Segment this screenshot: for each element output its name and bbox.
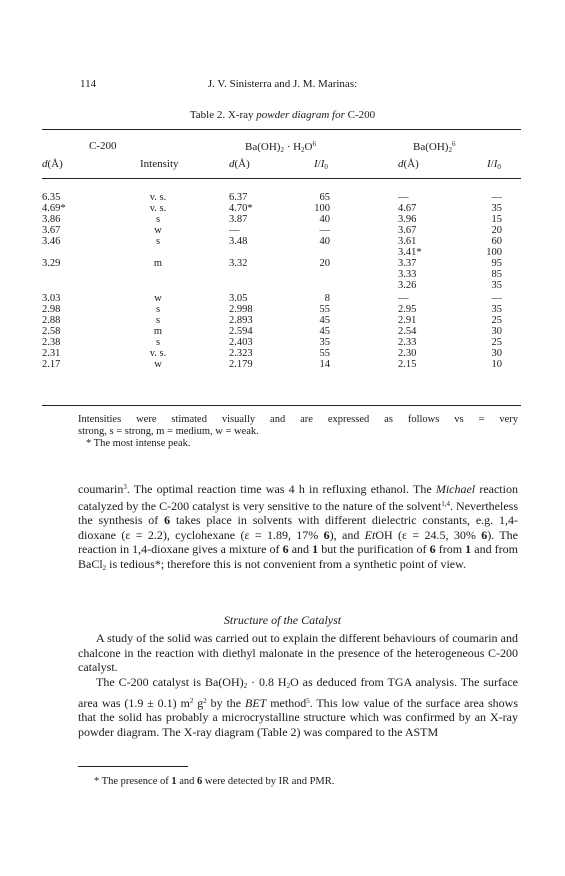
cell-intensity: s xyxy=(155,304,161,315)
cell-d-hydrate: 2.893 xyxy=(229,315,253,326)
column-header-d2 xyxy=(229,158,250,170)
cell-ratio-anhydrous: 30 xyxy=(491,348,502,359)
table-row xyxy=(0,236,565,247)
paragraph-1-segment: reaction catalyzed by the C-200 catalyst is very sensitive to the nature of the solvent xyxy=(78,482,518,513)
paragraph-1-segment: 6 xyxy=(481,527,488,542)
group-header-baoh-h2o xyxy=(245,140,316,154)
table-title xyxy=(0,109,565,121)
paragraph-1-segment: . Nevertheless the synthesis of xyxy=(78,498,518,528)
table-row xyxy=(0,337,565,348)
cell-d: 2.98 xyxy=(42,304,61,315)
cell-ratio-hydrate: 100 xyxy=(314,203,330,214)
cell-intensity: w xyxy=(154,225,162,236)
group-header-baoh-h2o-sub2: 2 xyxy=(301,146,305,154)
page-header xyxy=(0,78,565,92)
paragraph-1-segment: Et xyxy=(364,527,376,542)
column-header-ratio-i: I xyxy=(314,158,318,170)
paragraph-3-segment: 5 xyxy=(306,696,310,705)
column-header-intensity: Intensity xyxy=(140,158,179,170)
column-header-ratio xyxy=(314,158,328,171)
table-row xyxy=(0,280,565,291)
paragraph-1-segment: from xyxy=(435,542,466,557)
cell-ratio-anhydrous: 35 xyxy=(491,304,502,315)
cell-ratio-anhydrous: 95 xyxy=(491,258,502,269)
paragraph-1-segment: 6 xyxy=(282,542,289,557)
table-row xyxy=(0,269,565,280)
paragraph-1-segment: 1,4 xyxy=(441,499,450,508)
cell-d-anhydrous: 3.67 xyxy=(398,225,417,236)
group-header-baoh-h2o-text: Ba(OH) xyxy=(245,141,281,153)
cell-ratio-hydrate: 20 xyxy=(319,258,330,269)
cell-d-hydrate: 4.70* xyxy=(229,203,253,214)
group-header-baoh-h2o-mid: · H xyxy=(283,141,302,153)
column-header-ratio2-slash: / xyxy=(490,158,494,170)
group-header-baoh xyxy=(413,140,455,154)
cell-d: 2.38 xyxy=(42,337,61,348)
cell-d-hydrate: 3.05 xyxy=(229,293,248,304)
cell-intensity: m xyxy=(153,258,163,269)
cell-ratio-hydrate: 35 xyxy=(319,337,330,348)
page-number: 114 xyxy=(80,78,97,90)
cell-ratio-hydrate: 65 xyxy=(319,192,330,203)
cell-ratio-hydrate: 40 xyxy=(319,236,330,247)
cell-d: 4.69* xyxy=(42,203,66,214)
cell-intensity: v. s. xyxy=(149,348,167,359)
section-heading: Structure of the Catalyst xyxy=(223,613,342,627)
column-header-ratio2-i: I xyxy=(487,158,491,170)
paragraph-1-segment: Michael xyxy=(435,482,476,496)
cell-d-hydrate: 3.87 xyxy=(229,214,248,225)
group-header-baoh-h2o-sup: 6 xyxy=(312,140,316,148)
running-title: J. V. Sinisterra and J. M. Marinas: xyxy=(207,78,358,90)
table-note xyxy=(78,414,518,450)
cell-d: 3.46 xyxy=(42,236,61,247)
column-header-ratio2-sub: 0 xyxy=(497,163,501,171)
cell-d-anhydrous: 4.67 xyxy=(398,203,417,214)
cell-d-anhydrous: 3.41* xyxy=(398,247,422,258)
column-header-d-unit: (Å) xyxy=(47,158,63,170)
cell-intensity: s xyxy=(155,236,161,247)
table-header-rule xyxy=(42,178,521,179)
cell-d: 3.29 xyxy=(42,258,61,269)
cell-d-anhydrous: 2.91 xyxy=(398,315,417,326)
cell-d-anhydrous: 3.96 xyxy=(398,214,417,225)
table-row xyxy=(0,214,565,225)
footnote-rule xyxy=(78,766,188,767)
column-header-d3-symbol: d xyxy=(398,158,404,170)
paragraph-3-segment: 2 xyxy=(203,696,207,705)
cell-ratio-anhydrous: 85 xyxy=(491,269,502,280)
cell-ratio-anhydrous: 25 xyxy=(491,315,502,326)
cell-d-anhydrous: 2.54 xyxy=(398,326,417,337)
group-header-c200: C-200 xyxy=(89,140,117,152)
paragraph-1-segment: takes place in solvents with different dielectric constants, e.g. 1,4-dioxane (ε = 2.2), cyclohexane (ε = 1.89, 17% xyxy=(78,513,518,542)
cell-intensity: w xyxy=(154,359,162,370)
paragraph-1-segment: and xyxy=(288,542,313,557)
paragraph-3-segment: g xyxy=(193,695,204,710)
cell-ratio-hydrate: 45 xyxy=(319,315,330,326)
cell-ratio-anhydrous: 30 xyxy=(491,326,502,337)
cell-ratio-anhydrous: 25 xyxy=(491,337,502,348)
cell-ratio-anhydrous: 100 xyxy=(486,247,502,258)
paragraph-3-segment: 2 xyxy=(243,682,248,690)
cell-d-hydrate: 3.32 xyxy=(229,258,248,269)
cell-ratio-anhydrous: — xyxy=(491,293,502,304)
paragraph-3-segment: by the xyxy=(206,695,245,710)
table-title-suffix: C-200 xyxy=(344,109,376,121)
cell-d-hydrate: — xyxy=(229,225,240,236)
paragraph-1-segment: . The optimal reaction time was 4 h in refluxing ethanol. The xyxy=(126,482,436,496)
paragraph-3-segment: O as deduced from TGA analysis. The surface area was (1.9 ± 0.1) m xyxy=(78,675,518,710)
footnote-mid: and xyxy=(176,776,198,787)
cell-d: 3.86 xyxy=(42,214,61,225)
group-header-baoh-sup: 6 xyxy=(451,140,456,148)
cell-d-anhydrous: 3.37 xyxy=(398,258,417,269)
table-row xyxy=(0,348,565,359)
cell-d: 2.31 xyxy=(42,348,61,359)
cell-ratio-anhydrous: 15 xyxy=(491,214,502,225)
cell-ratio-hydrate: — xyxy=(319,225,330,236)
cell-d-hydrate: 2.323 xyxy=(229,348,253,359)
table-row xyxy=(0,293,565,304)
paragraph-1-segment: ), and xyxy=(329,527,365,542)
paragraph-3-segment: method xyxy=(266,695,307,710)
cell-d-anhydrous: 2.33 xyxy=(398,337,417,348)
paragraph-1-segment: 6 xyxy=(429,542,436,557)
footnote-bold-2: 6 xyxy=(197,776,203,787)
group-header-baoh-h2o-sub: 2 xyxy=(280,146,284,154)
cell-d-anhydrous: 2.95 xyxy=(398,304,417,315)
paragraph-1-segment: OH (ε = 24.5, 30% xyxy=(375,527,482,542)
paragraph-1-segment: 1 xyxy=(312,542,319,557)
cell-d-anhydrous: 2.15 xyxy=(398,359,417,370)
table-row xyxy=(0,192,565,203)
paragraph-3-segment: · 0.8 H xyxy=(247,675,287,689)
column-header-ratio-i0: I xyxy=(320,158,325,170)
cell-d: 2.88 xyxy=(42,315,61,326)
table-title-italic: powder diagram for xyxy=(256,109,345,121)
column-header-d2-symbol: d xyxy=(229,158,235,170)
cell-d-anhydrous: — xyxy=(398,192,409,203)
cell-ratio-anhydrous: 10 xyxy=(491,359,502,370)
table-row xyxy=(0,203,565,214)
cell-d-hydrate: 2.179 xyxy=(229,359,253,370)
paragraph-3-segment: . This low value of the surface area shows that the solid has probably a microcrystalline structure which was confirmed by an X-ray powder diagram. The X-ray diagram (Table 2) was compared to the ASTM xyxy=(78,695,518,739)
cell-ratio-anhydrous: 20 xyxy=(491,225,502,236)
cell-d: 3.67 xyxy=(42,225,61,236)
paragraph-3-segment: 2 xyxy=(189,696,194,705)
table-note-line1: Intensities were stimated visually and are expressed as follows vs = very xyxy=(78,414,518,425)
cell-ratio-hydrate: 40 xyxy=(319,214,330,225)
cell-ratio-anhydrous: 60 xyxy=(491,236,502,247)
cell-d: 2.58 xyxy=(42,326,61,337)
paragraph-3-segment: The C-200 catalyst is Ba(OH) xyxy=(96,675,244,689)
table-row xyxy=(0,247,565,258)
cell-d-hydrate: 3.48 xyxy=(229,236,248,247)
paragraph-1-segment: 6 xyxy=(323,527,330,542)
body-paragraph-2 xyxy=(78,631,518,675)
table-row xyxy=(0,359,565,370)
cell-ratio-hydrate: 55 xyxy=(319,304,330,315)
cell-intensity: m xyxy=(153,326,163,337)
column-header-ratio-slash: / xyxy=(317,158,321,170)
cell-ratio-anhydrous: 35 xyxy=(491,203,502,214)
paragraph-3-segment: 2 xyxy=(286,682,291,690)
table-row xyxy=(0,258,565,269)
paragraph-1-segment: 1 xyxy=(465,542,472,557)
body-paragraph-3-text xyxy=(78,675,518,739)
cell-d-anhydrous: 2.30 xyxy=(398,348,417,359)
cell-d-anhydrous: — xyxy=(398,293,409,304)
group-header-baoh-text: Ba(OH) xyxy=(413,141,449,153)
table-row xyxy=(0,225,565,236)
cell-ratio-anhydrous: 35 xyxy=(491,280,502,291)
table-top-rule xyxy=(42,129,521,130)
cell-intensity: v. s. xyxy=(149,192,167,203)
column-header-d-symbol: d xyxy=(42,158,48,170)
paragraph-1-segment: ). The reaction in 1,4-dioxane gives a mixture of xyxy=(78,527,518,557)
cell-d-anhydrous: 3.26 xyxy=(398,280,417,291)
paragraph-1-segment: 6 xyxy=(164,513,171,528)
cell-ratio-hydrate: 14 xyxy=(319,359,330,370)
body-paragraph-1-text xyxy=(78,480,518,576)
column-header-d3 xyxy=(398,158,419,170)
cell-d-hydrate: 2.998 xyxy=(229,304,253,315)
cell-d: 6.35 xyxy=(42,192,61,203)
cell-intensity: v. s. xyxy=(149,203,167,214)
cell-intensity: w xyxy=(154,293,162,304)
column-header-ratio2 xyxy=(487,158,501,171)
page-footnote xyxy=(94,776,334,787)
table-row xyxy=(0,315,565,326)
footnote-prefix: * The presence of xyxy=(94,776,172,787)
cell-ratio-hydrate: 8 xyxy=(324,293,330,304)
paragraph-3-segment: BET xyxy=(245,695,267,710)
table-title-prefix: Table 2. X-ray xyxy=(189,109,257,121)
column-header-d2-unit: (Å) xyxy=(234,158,250,170)
cell-d: 3.03 xyxy=(42,293,61,304)
cell-ratio-hydrate: 45 xyxy=(319,326,330,337)
body-paragraph-3 xyxy=(78,675,518,739)
footnote-bold-1: 1 xyxy=(171,776,177,787)
table-bottom-rule xyxy=(42,405,521,406)
cell-intensity: s xyxy=(155,315,161,326)
column-header-d xyxy=(42,158,63,170)
cell-d-anhydrous: 3.61 xyxy=(398,236,417,247)
body-paragraph-2-text: A study of the solid was carried out to explain the different behaviours of coumarin and chalcone in the reaction with diethyl malonate in the presence of the heterogeneous C-200 catalyst. xyxy=(78,631,518,675)
cell-intensity: s xyxy=(155,214,161,225)
cell-d: 2.17 xyxy=(42,359,61,370)
paragraph-1-segment: but the purification of xyxy=(318,542,430,557)
cell-ratio-anhydrous: — xyxy=(491,192,502,203)
paragraph-1-segment: coumarin xyxy=(78,482,124,496)
cell-d-hydrate: 6.37 xyxy=(229,192,248,203)
column-header-ratio2-i0: I xyxy=(493,158,498,170)
cell-ratio-hydrate: 55 xyxy=(319,348,330,359)
cell-d-hydrate: 2.594 xyxy=(229,326,253,337)
paragraph-1-segment: is tedious*; therefore this is not convenient from a synthetic point of view. xyxy=(106,556,466,571)
group-header-baoh-sub: 2 xyxy=(448,146,452,154)
paragraph-1-segment: 2 xyxy=(102,563,107,572)
table-row xyxy=(0,304,565,315)
body-paragraph-1 xyxy=(78,480,518,576)
column-header-d3-unit: (Å) xyxy=(403,158,419,170)
table-note-star: * The most intense peak. xyxy=(86,438,191,449)
table-note-line2: strong, s = strong, m = medium, w = weak. xyxy=(78,426,259,437)
table-row xyxy=(0,326,565,337)
paragraph-1-segment: and from BaCl xyxy=(78,542,519,571)
group-header-baoh-h2o-end: O xyxy=(304,141,313,153)
cell-d-anhydrous: 3.33 xyxy=(398,269,417,280)
column-header-ratio-sub: 0 xyxy=(324,163,328,171)
footnote-suffix: were detected by IR and PMR. xyxy=(202,776,335,787)
paragraph-1-segment: 3 xyxy=(123,483,127,491)
cell-intensity: s xyxy=(155,337,161,348)
cell-d-hydrate: 2.403 xyxy=(229,337,253,348)
